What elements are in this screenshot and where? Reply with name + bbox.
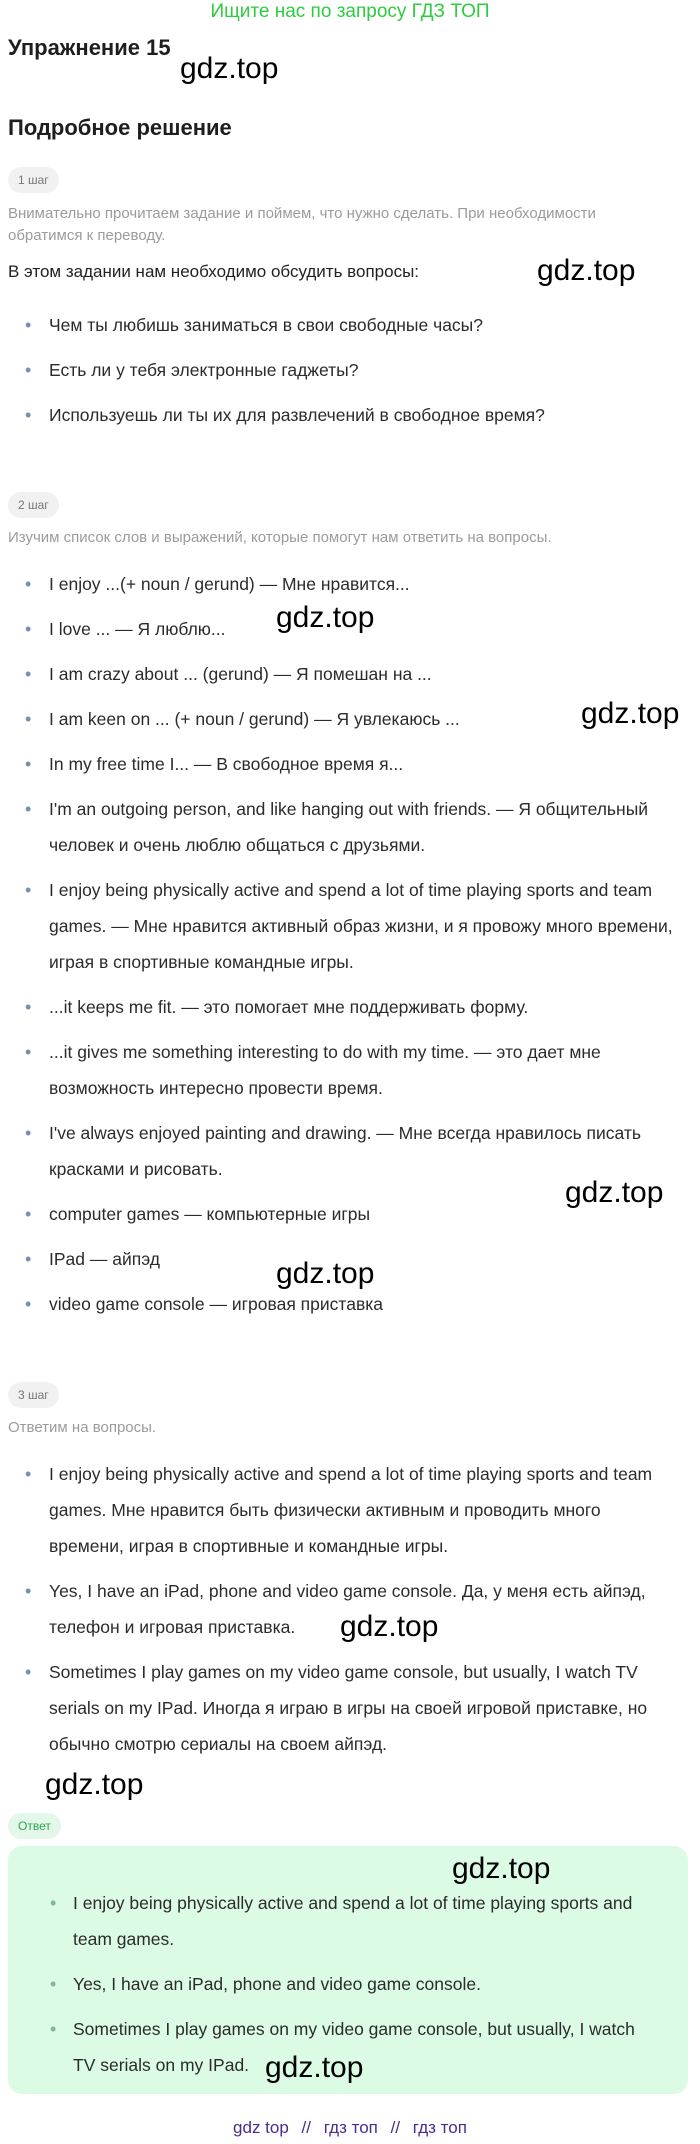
- watermark: gdz.top: [452, 1852, 551, 1885]
- list-item: • I enjoy being physically active and spend a lot of time playing sports and team games. — Мне нравится активный образ жизни, и я провожу много времени, играя в спортивные командные игры.: [0, 872, 690, 980]
- step-1-badge: 1 шаг: [8, 167, 59, 193]
- watermark: gdz.top: [276, 1257, 375, 1290]
- list-item: • Yes, I have an iPad, phone and video game console.: [8, 1966, 688, 2002]
- step-2-list: [0, 566, 690, 1331]
- step-1-intro: В этом задании нам необходимо обсудить вопросы:: [8, 262, 420, 281]
- step-2-badge: 2 шаг: [8, 492, 59, 518]
- watermark: gdz.top: [581, 697, 680, 730]
- list-item: • ...it gives me something interesting to do with my time. — это дает мне возможность интересно провести время.: [0, 1034, 690, 1106]
- list-item: • video game console — игровая приставка: [0, 1286, 690, 1322]
- footer-separator: //: [390, 2118, 401, 2137]
- exercise-title: Упражнение 15: [8, 35, 171, 60]
- list-item: • I've always enjoyed painting and drawing. — Мне всегда нравилось писать красками и рисовать.: [0, 1115, 690, 1187]
- footer: [0, 2116, 700, 2140]
- footer-separator: //: [301, 2118, 311, 2137]
- watermark: gdz.top: [340, 1610, 439, 1643]
- list-item: • I enjoy ...(+ noun / gerund) — Мне нравится...: [0, 566, 690, 602]
- list-item: • Чем ты любишь заниматься в свои свободные часы?: [0, 307, 690, 343]
- solution-title: Подробное решение: [8, 115, 232, 140]
- list-item: • I'm an outgoing person, and like hanging out with friends. — Я общительный человек и очень люблю общаться с друзьями.: [0, 791, 690, 863]
- list-item: • In my free time I... — В свободное время я...: [0, 746, 690, 782]
- list-item: • Sometimes I play games on my video game console, but usually, I watch TV serials on my IPad. Иногда я играю в игры на своей игровой приставке, но обычно смотрю сериалы на своем айпэд.: [0, 1654, 690, 1762]
- list-item: • IPad — айпэд: [0, 1241, 690, 1277]
- watermark: gdz.top: [537, 254, 636, 287]
- list-item: • I love ... — Я люблю...: [0, 611, 690, 647]
- watermark: gdz.top: [45, 1768, 144, 1801]
- top-banner: Ищите нас по запросу ГДЗ ТОП: [210, 1, 490, 22]
- list-item: • ...it keeps me fit. — это помогает мне поддерживать форму.: [0, 989, 690, 1025]
- list-item: • computer games — компьютерные игры: [0, 1196, 690, 1232]
- footer-link[interactable]: гдз топ: [412, 2118, 467, 2137]
- list-item: • Используешь ли ты их для развлечений в свободное время?: [0, 397, 690, 433]
- answer-badge: Ответ: [8, 1813, 61, 1839]
- watermark: gdz.top: [180, 52, 279, 85]
- list-item: • I am crazy about ... (gerund) — Я помешан на ...: [0, 656, 690, 692]
- footer-link[interactable]: gdz top: [233, 2118, 289, 2137]
- list-item: • Есть ли у тебя электронные гаджеты?: [0, 352, 690, 388]
- list-item: • I am keen on ... (+ noun / gerund) — Я увлекаюсь ...: [0, 701, 690, 737]
- watermark: gdz.top: [565, 1176, 664, 1209]
- watermark: gdz.top: [276, 601, 375, 634]
- watermark: gdz.top: [265, 2051, 364, 2084]
- step-3-badge: 3 шаг: [8, 1382, 59, 1408]
- step-1-list: [0, 307, 690, 442]
- list-item: • I enjoy being physically active and spend a lot of time playing sports and team games. Мне нравится быть физически активным и проводить много времени, играя в спортивные и командные игры.: [0, 1456, 690, 1564]
- step-2-hint: Изучим список слов и выражений, которые помогут нам ответить на вопросы.: [8, 529, 552, 546]
- list-item: • Yes, I have an iPad, phone and video game console. Да, у меня есть айпэд, телефон и игровая приставка.: [0, 1573, 690, 1645]
- step-3-hint: Ответим на вопросы.: [8, 1419, 157, 1436]
- footer-link[interactable]: гдз топ: [323, 2118, 378, 2137]
- list-item: • I enjoy being physically active and spend a lot of time playing sports and team games.: [8, 1885, 688, 1957]
- list-item: • Sometimes I play games on my video game console, but usually, I watch TV serials on my IPad.: [8, 2011, 688, 2083]
- step-1-hint: Внимательно прочитаем задание и поймем, что нужно сделать. При необходимости обратимся к переводу.: [8, 205, 596, 244]
